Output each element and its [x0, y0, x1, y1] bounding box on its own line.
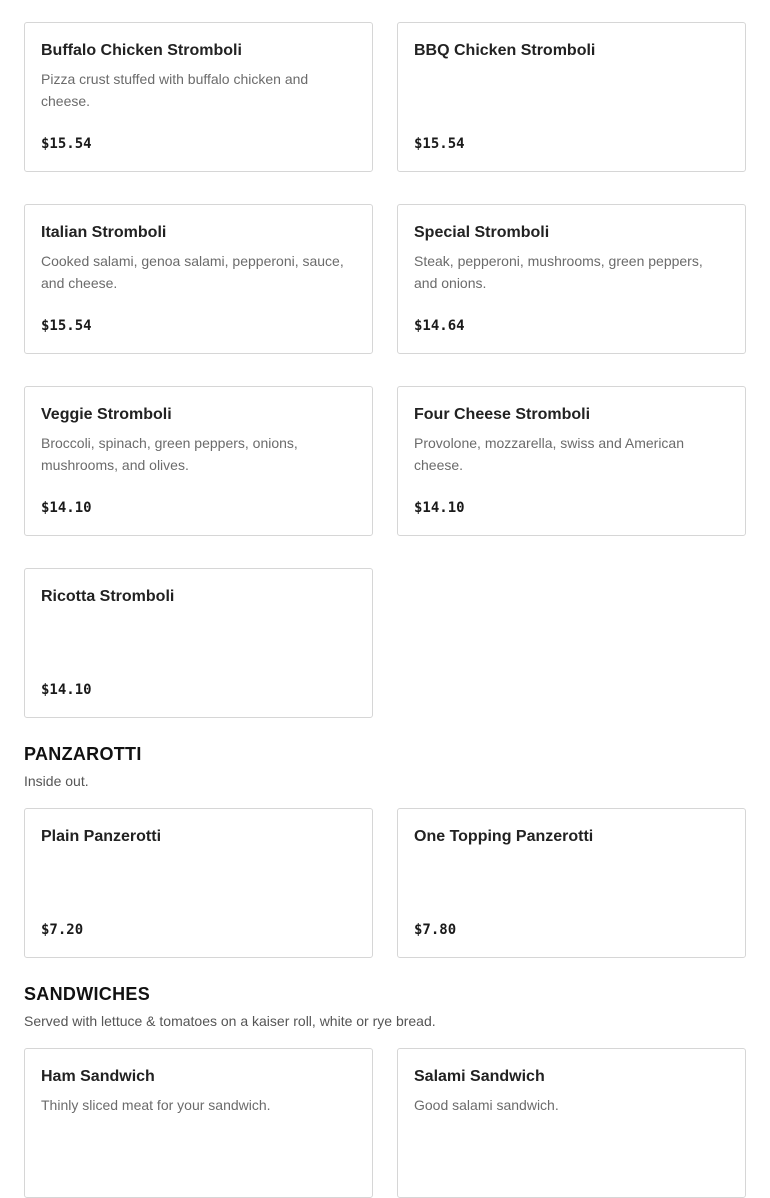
menu-item-name: One Topping Panzerotti	[414, 828, 594, 845]
menu-item-name: Salami Sandwich	[414, 1068, 545, 1085]
menu-item-name: Italian Stromboli	[41, 224, 167, 241]
section-subtitle: Served with lettuce & tomatoes on a kaiser roll, white or rye bread.	[24, 1013, 436, 1029]
menu-item-card[interactable]	[397, 386, 746, 536]
menu-item-description: Good salami sandwich.	[414, 1097, 559, 1113]
menu-item-card[interactable]	[24, 808, 373, 958]
menu-item-price: $7.80	[414, 922, 457, 938]
menu-item-name: Veggie Stromboli	[41, 406, 172, 423]
menu-item-name: Four Cheese Stromboli	[414, 406, 591, 423]
section-title: SANDWICHES	[24, 984, 151, 1004]
menu-item-name: Ham Sandwich	[41, 1068, 155, 1085]
menu-item-name: Buffalo Chicken Stromboli	[41, 42, 242, 59]
menu-item-card[interactable]	[24, 204, 373, 354]
menu-item-card[interactable]	[24, 1048, 373, 1198]
menu-item-price: $14.64	[414, 318, 465, 334]
menu-item-description: Thinly sliced meat for your sandwich.	[41, 1097, 271, 1113]
menu-item-price: $14.10	[41, 682, 92, 698]
menu-item-description: Provolone, mozzarella, swiss and American cheese.	[414, 435, 685, 473]
menu-item-card[interactable]	[397, 1048, 746, 1198]
menu-item-price: $14.10	[41, 500, 92, 516]
menu-item-description: Steak, pepperoni, mushrooms, green peppers, and onions.	[414, 253, 703, 291]
menu-item-card[interactable]	[397, 22, 746, 172]
section-title: PANZAROTTI	[24, 744, 142, 764]
menu-item-card[interactable]	[24, 386, 373, 536]
menu-item-name: Ricotta Stromboli	[41, 588, 175, 605]
menu-item-card[interactable]	[24, 568, 373, 718]
menu-item-price: $7.20	[41, 922, 84, 938]
menu-item-price: $15.54	[41, 318, 92, 334]
menu-item-price: $15.54	[414, 136, 465, 152]
section-subtitle: Inside out.	[24, 773, 89, 789]
menu-item-price: $15.54	[41, 136, 92, 152]
menu-item-name: Plain Panzerotti	[41, 828, 162, 845]
menu-item-name: Special Stromboli	[414, 224, 550, 241]
menu-item-name: BBQ Chicken Stromboli	[414, 42, 596, 59]
menu-item-price: $14.10	[414, 500, 465, 516]
menu-item-description: Cooked salami, genoa salami, pepperoni, sauce, and cheese.	[41, 253, 344, 291]
menu-item-description: Broccoli, spinach, green peppers, onions, mushrooms, and olives.	[41, 435, 298, 473]
menu-item-card[interactable]	[24, 22, 373, 172]
menu-item-card[interactable]	[397, 808, 746, 958]
menu-item-description: Pizza crust stuffed with buffalo chicken and cheese.	[41, 71, 309, 109]
menu-item-card[interactable]	[397, 204, 746, 354]
